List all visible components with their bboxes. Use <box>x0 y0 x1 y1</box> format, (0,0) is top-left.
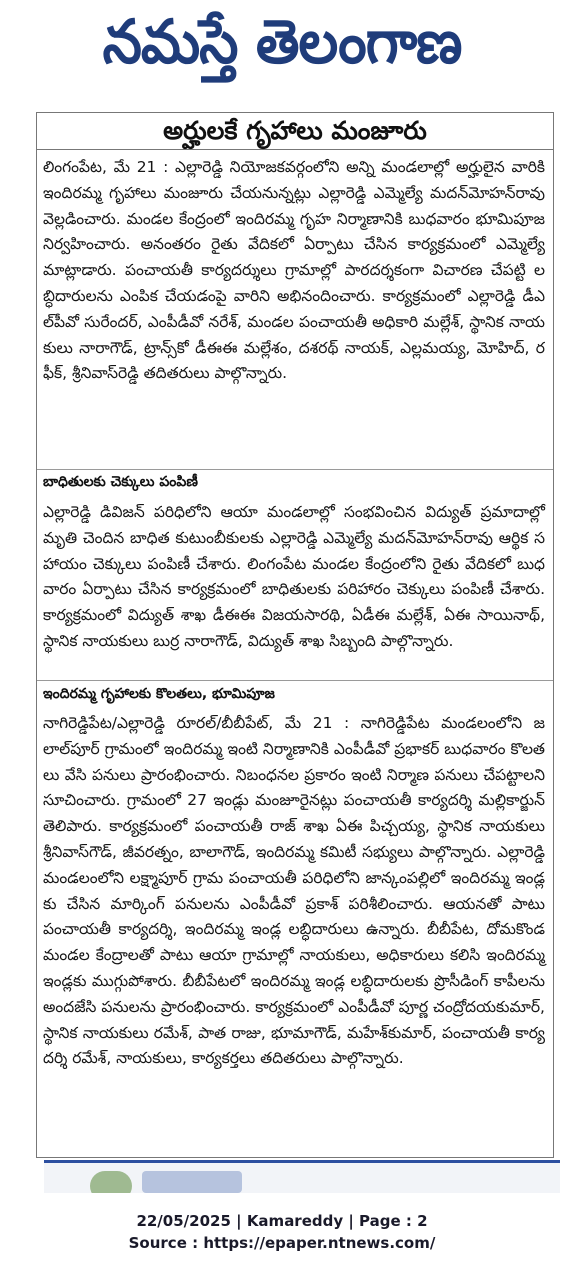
cropped-advert-strip <box>44 1160 560 1193</box>
section-divider <box>37 469 553 470</box>
page-footer <box>0 1210 564 1254</box>
article-paragraph-2: ఎల్లారెడ్డి డివిజన్ పరిధిలోని ఆయా మండలాల్లో సంభవించిన విద్యుత్ ప్రమాదాల్లో మృతి చెందిన బాధిత కుటుంబీకులకు ఎల్లారెడ్డి ఎమ్మెల్యే మదన్‌మోహన్‌రావు ఆర్థిక సహాయం చెక్కులు పంపిణీ చేశారు. లింగంపేట మండల కేంద్రంలోని రైతు వేదికలో బుధవారం ఏర్పాటు చేసిన కార్యక్రమంలో బాధితులకు పరిహారం చెక్కులు పంపిణీ చేశారు. కార్యక్రమంలో విద్యుత్ శాఖ డీఈఈ విజయసారథి, ఏడీఈ మల్లేశ్, ఏఈ సాయినాథ్, స్థానిక నాయకులు బుర్ర నారాగౌడ్, విద్యుత్ శాఖ సిబ్బంది పాల్గొన్నారు. <box>43 503 545 650</box>
article-subheading-1: బాధితులకు చెక్కులు పంపిణీ <box>43 474 198 490</box>
article-subheading-2: ఇందిరమ్మ గృహాలకు కొలతలు, భూమిపూజ <box>43 686 275 702</box>
article-clipping <box>36 112 554 1158</box>
footer-source-line: Source : https://epaper.ntnews.com/ <box>128 1234 436 1252</box>
section-divider <box>37 680 553 681</box>
advert-banner-image <box>142 1171 242 1193</box>
masthead-title: నమస్తే తెలంగాణ <box>102 7 462 78</box>
footer-edition-line: 22/05/2025 | Kamareddy | Page : 2 <box>136 1212 428 1230</box>
article-headline: అర్హులకే గృహాలు మంజూరు <box>163 116 427 145</box>
article-paragraph-1: లింగంపేట, మే 21 : ఎల్లారెడ్డి నియోజకవర్గంలోని అన్ని మండలాల్లో అర్హులైన వారికి ఇందిరమ్మ గృహాలు మంజూరు చేయనున్నట్లు ఎల్లారెడ్డి ఎమ్మెల్యే మదన్‌మోహన్‌రావు వెల్లడించారు. మండల కేంద్రంలో ఇందిరమ్మ గృహ నిర్మాణానికి బుధవారం భూమిపూజ నిర్వహించారు. అనంతరం రైతు వేదికలో ఏర్పాటు చేసిన కార్యక్రమంలో ఎమ్మెల్యే మాట్లాడారు. పంచాయతీ కార్యదర్శులు గ్రామాల్లో పారదర్శకంగా విచారణ చేపట్టి లబ్ధిదారులను ఎంపిక చేయడంపై వారిని అభినందించారు. కార్యక్రమంలో ఎల్లారెడ్డి డీఎల్‌పీవో సురేందర్, ఎంపీడీవో నరేశ్, మండల పంచాయతీ అధికారి మల్లేశ్, స్థానిక నాయకులు నారాగౌడ్, ట్రాన్స్‌కో డీఈఈ మల్లేశం, దశరథ్ నాయక్, ఎల్లమయ్య, మోహిద్, రఫీక్, శ్రీనివాస్‌రెడ్డి తదితరులు పాల్గొన్నారు. <box>43 158 545 383</box>
newspaper-masthead <box>0 0 564 88</box>
headline-box <box>37 113 553 150</box>
emblem-icon <box>90 1171 132 1193</box>
article-paragraph-3: నాగిరెడ్డిపేట/ఎల్లారెడ్డి రూరల్/బీబీపేట్, మే 21 : నాగిరెడ్డిపేట మండలంలోని జలాల్‌పూర్ గ్రామంలో ఇందిరమ్మ ఇంటి నిర్మాణానికి ఎంపీడీవో ప్రభాకర్ బుధవారం కొలతలు వేసి పనులు ప్రారంభించారు. నిబంధనల ప్రకారం ఇంటి నిర్మాణ పనులు చేపట్టాలని సూచించారు. గ్రామంలో 27 ఇండ్లు మంజూరైనట్లు పంచాయతీ కార్యదర్శి మల్లికార్జున్ తెలిపారు. కార్యక్రమంలో పంచాయతీ రాజ్ శాఖ ఏఈ పిచ్చయ్య, స్థానిక నాయకులు శ్రీనివాస్‌గౌడ్, జీవరత్నం, బాలాగౌడ్, ఇందిరమ్మ కమిటీ సభ్యులు పాల్గొన్నారు. ఎల్లారెడ్డి మండలంలోని లక్ష్మాపూర్ గ్రామ పంచాయతీ పరిధిలోని జాన్కంపల్లిలో ఇందిరమ్మ ఇండ్లకు చేసిన మార్కింగ్ పనులను ఎంపీడీవో ప్రకాశ్ పరిశీలించారు. ఆయనతో పాటు పంచాయతీ కార్యదర్శి, ఇందిరమ్మ ఇండ్ల లబ్ధిదారులు ఉన్నారు. బీబీపేట, దోమకొండ మండల కేంద్రాలతో పాటు ఆయా గ్రామాల్లో నాయకులు, అధికారులు కలిసి ఇందిరమ్మ ఇండ్లకు ముగ్గుపోశారు. బీబీపేటలో ఇందిరమ్మ ఇండ్ల లబ్ధిదారులకు ప్రొసీడింగ్ కాపీలను అందజేసి పనులను ప్రారంభించారు. కార్యక్రమంలో ఎంపీడీవో పూర్ణ చంద్రోదయకుమార్, స్థానిక నాయకులు రమేశ్, పాత రాజు, భూమాగౌడ్, మహేశ్‌కుమార్, పంచాయతీ కార్యదర్శి రమేశ్, నాయకులు, కార్యకర్తలు తదితరులు పాల్గొన్నారు. <box>43 714 545 1068</box>
